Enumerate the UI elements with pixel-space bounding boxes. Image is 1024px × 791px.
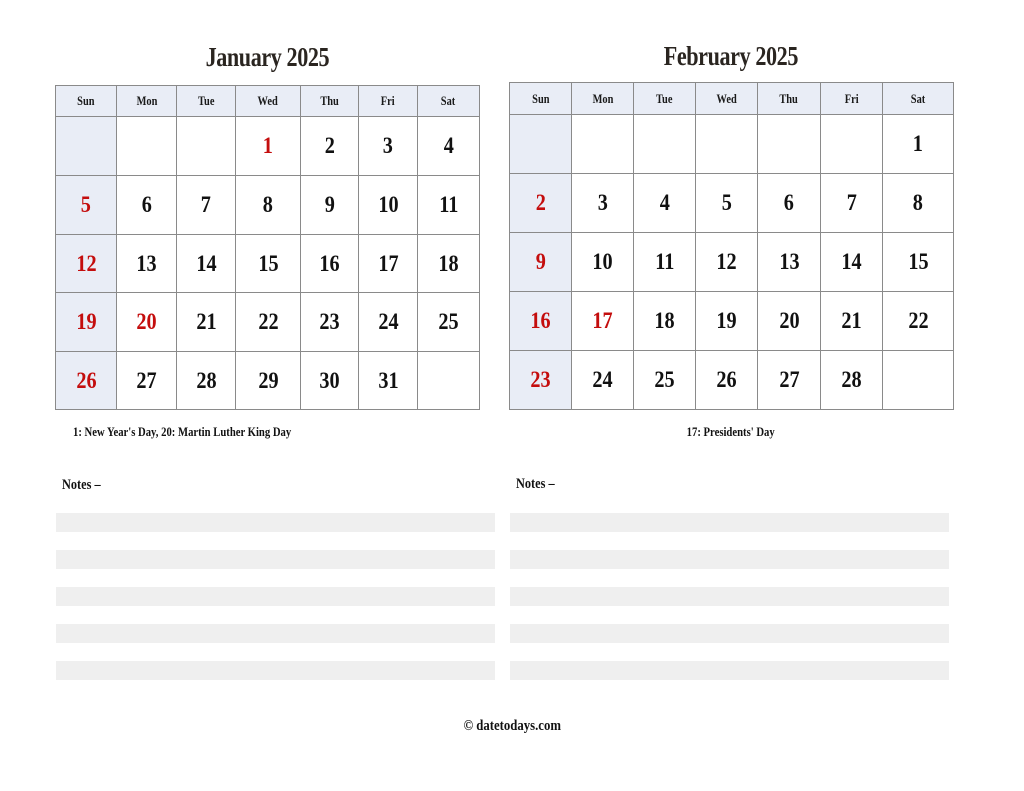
day-cell-sunday[interactable]: 12 (56, 235, 117, 293)
day-cell[interactable]: 5 (696, 174, 758, 233)
day-cell[interactable]: 29 (236, 352, 301, 410)
note-line[interactable] (510, 624, 949, 643)
notes-label-february: Notes – (516, 476, 555, 492)
day-cell[interactable]: 8 (236, 176, 301, 235)
day-cell[interactable]: 25 (418, 293, 480, 352)
calendar-february (509, 82, 954, 410)
day-cell[interactable]: 28 (177, 352, 236, 410)
day-cell[interactable]: 27 (117, 352, 177, 410)
note-line[interactable] (510, 587, 949, 606)
day-cell[interactable]: 10 (572, 233, 634, 292)
week-row (56, 176, 480, 235)
day-cell-sunday[interactable]: 26 (56, 352, 117, 410)
day-cell[interactable]: 21 (821, 292, 883, 351)
day-cell[interactable] (177, 117, 236, 176)
day-cell[interactable]: 24 (359, 293, 418, 352)
weekday-header: Sun (56, 86, 117, 117)
note-line[interactable] (56, 513, 495, 532)
weekday-header: Tue (177, 86, 236, 117)
day-cell[interactable]: 11 (418, 176, 480, 235)
day-cell[interactable]: 14 (821, 233, 883, 292)
day-cell[interactable]: 7 (821, 174, 883, 233)
day-cell[interactable]: 24 (572, 351, 634, 410)
day-cell[interactable]: 8 (883, 174, 954, 233)
day-cell[interactable]: 4 (418, 117, 480, 176)
day-cell[interactable]: 21 (177, 293, 236, 352)
day-cell[interactable]: 23 (301, 293, 359, 352)
week-row (510, 115, 954, 174)
weekday-header: Wed (236, 86, 301, 117)
day-cell[interactable]: 18 (418, 235, 480, 293)
note-line[interactable] (510, 513, 949, 532)
week-row (510, 292, 954, 351)
week-row (510, 233, 954, 292)
day-cell[interactable]: 31 (359, 352, 418, 410)
day-cell[interactable] (117, 117, 177, 176)
week-row (56, 352, 480, 410)
day-cell[interactable]: 14 (177, 235, 236, 293)
day-cell[interactable]: 7 (177, 176, 236, 235)
note-line[interactable] (56, 624, 495, 643)
day-cell[interactable]: 13 (117, 235, 177, 293)
note-line[interactable] (56, 587, 495, 606)
month-title-text: January 2025 (205, 42, 329, 72)
month-title-text: February 2025 (663, 41, 799, 71)
day-cell[interactable]: 20 (758, 292, 821, 351)
day-cell[interactable]: 11 (634, 233, 696, 292)
day-cell[interactable]: 17 (359, 235, 418, 293)
weekday-header-row (510, 83, 954, 115)
day-cell[interactable]: 1 (883, 115, 954, 174)
day-cell[interactable]: 2 (301, 117, 359, 176)
day-cell[interactable]: 16 (301, 235, 359, 293)
weekday-header: Thu (301, 86, 359, 117)
weekday-header: Mon (572, 83, 634, 115)
day-cell-sunday[interactable]: 5 (56, 176, 117, 235)
weekday-header-row (56, 86, 480, 117)
day-cell[interactable]: 6 (117, 176, 177, 235)
day-cell[interactable]: 28 (821, 351, 883, 410)
weekday-header: Sat (418, 86, 480, 117)
day-cell[interactable]: 15 (883, 233, 954, 292)
day-cell-sunday[interactable]: 16 (510, 292, 572, 351)
weekday-header: Tue (634, 83, 696, 115)
week-row (56, 117, 480, 176)
note-line[interactable] (56, 661, 495, 680)
day-cell[interactable]: 18 (634, 292, 696, 351)
day-cell[interactable] (572, 115, 634, 174)
day-cell[interactable]: 6 (758, 174, 821, 233)
day-cell[interactable]: 22 (236, 293, 301, 352)
day-cell[interactable]: 19 (696, 292, 758, 351)
day-cell-sunday[interactable]: 19 (56, 293, 117, 352)
day-cell[interactable]: 13 (758, 233, 821, 292)
day-cell[interactable]: 27 (758, 351, 821, 410)
weekday-header: Sat (883, 83, 954, 115)
day-cell-sunday[interactable]: 23 (510, 351, 572, 410)
footer-text[interactable]: © datetodays.com (463, 718, 561, 734)
week-row (56, 293, 480, 352)
footer-copyright (0, 718, 1024, 735)
day-cell[interactable] (821, 115, 883, 174)
day-cell[interactable]: 10 (359, 176, 418, 235)
note-line[interactable] (56, 550, 495, 569)
day-cell[interactable]: 3 (359, 117, 418, 176)
calendar-january (55, 85, 480, 410)
day-cell[interactable]: 3 (572, 174, 634, 233)
weekday-header: Wed (696, 83, 758, 115)
weekday-header: Mon (117, 86, 177, 117)
day-cell[interactable]: 12 (696, 233, 758, 292)
day-cell[interactable] (56, 117, 117, 176)
day-cell-holiday[interactable]: 17 (572, 292, 634, 351)
day-cell[interactable]: 30 (301, 352, 359, 410)
day-cell[interactable] (696, 115, 758, 174)
holiday-note-february: 17: Presidents' Day (686, 424, 776, 439)
note-line[interactable] (510, 661, 949, 680)
day-cell[interactable]: 4 (634, 174, 696, 233)
day-cell[interactable]: 15 (236, 235, 301, 293)
holiday-note-january: 1: New Year's Day, 20: Martin Luther King Day (73, 424, 292, 439)
day-cell-holiday[interactable]: 1 (236, 117, 301, 176)
note-line[interactable] (510, 550, 949, 569)
notes-label-january: Notes – (62, 477, 101, 493)
weekday-header: Fri (821, 83, 883, 115)
week-row (510, 174, 954, 233)
weekday-header: Thu (758, 83, 821, 115)
month-title-february (509, 41, 953, 72)
weekday-header: Sun (510, 83, 572, 115)
weekday-header: Fri (359, 86, 418, 117)
day-cell[interactable]: 22 (883, 292, 954, 351)
week-row (56, 235, 480, 293)
day-cell-sunday[interactable]: 9 (510, 233, 572, 292)
day-cell[interactable]: 26 (696, 351, 758, 410)
day-cell[interactable]: 9 (301, 176, 359, 235)
day-cell-sunday[interactable]: 2 (510, 174, 572, 233)
month-title-january (55, 42, 479, 73)
day-cell[interactable] (418, 352, 480, 410)
week-row (510, 351, 954, 410)
day-cell-holiday[interactable]: 20 (117, 293, 177, 352)
day-cell[interactable] (758, 115, 821, 174)
day-cell[interactable]: 25 (634, 351, 696, 410)
day-cell[interactable] (510, 115, 572, 174)
day-cell[interactable] (634, 115, 696, 174)
day-cell[interactable] (883, 351, 954, 410)
